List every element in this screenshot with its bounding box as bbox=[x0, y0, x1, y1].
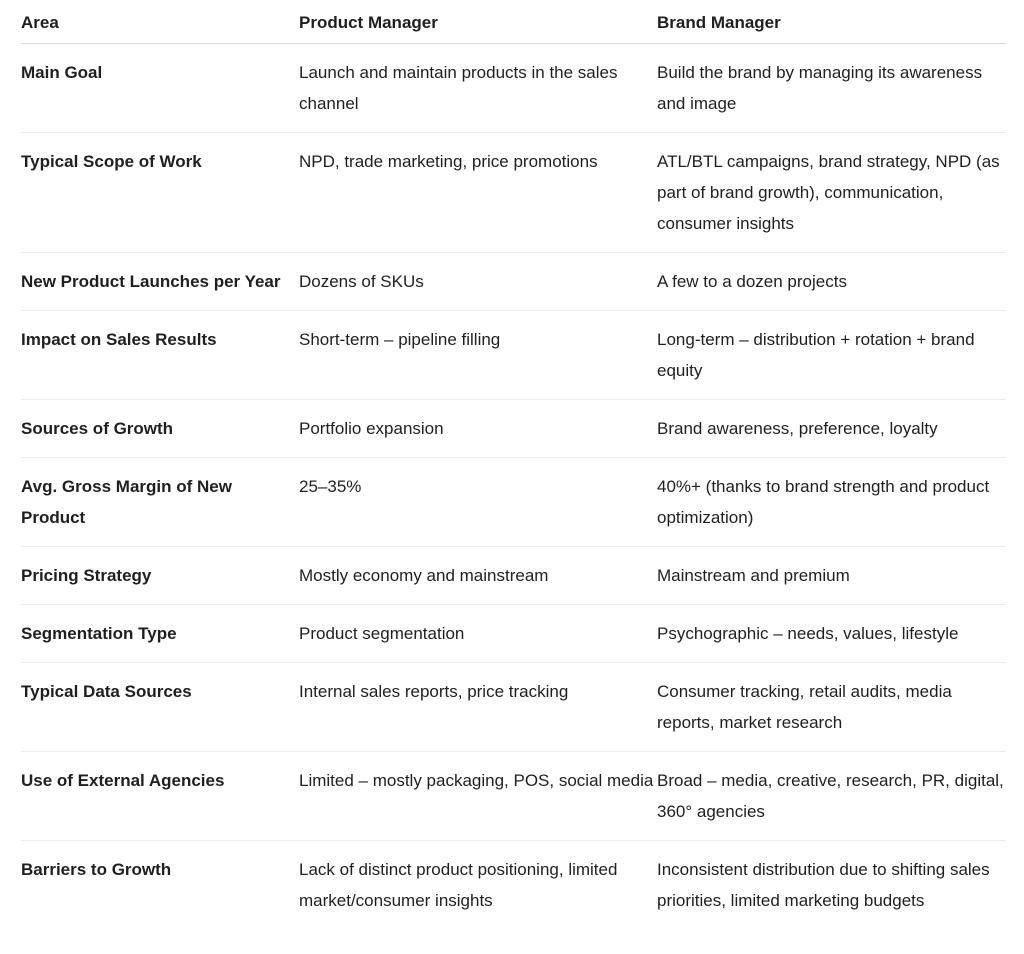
table-row bbox=[21, 252, 1006, 310]
table-row bbox=[21, 662, 1006, 751]
row-product-manager-cell: Lack of distinct product positioning, limited market/consumer insights bbox=[299, 859, 618, 910]
row-brand-manager-cell: Consumer tracking, retail audits, media reports, market research bbox=[657, 662, 1006, 751]
table-row bbox=[21, 546, 1006, 604]
row-product-manager-cell: Internal sales reports, price tracking bbox=[299, 662, 657, 751]
table-row bbox=[21, 399, 1006, 457]
row-brand-manager-cell: ATL/BTL campaigns, brand strategy, NPD (as part of brand growth), communication, consumer insights bbox=[657, 132, 1006, 252]
row-brand-manager-cell: Inconsistent distribution due to shifting sales priorities, limited marketing budgets bbox=[657, 859, 990, 910]
row-brand-manager-cell: 40%+ (thanks to brand strength and product optimization) bbox=[657, 457, 1006, 546]
row-product-manager-cell: Dozens of SKUs bbox=[299, 252, 657, 310]
row-product-manager-cell: Short-term – pipeline filling bbox=[299, 310, 657, 399]
header-brand-manager: Brand Manager bbox=[657, 0, 1006, 43]
row-area-cell: Typical Data Sources bbox=[21, 662, 299, 751]
header-row bbox=[21, 0, 1006, 43]
table-row bbox=[21, 310, 1006, 399]
row-product-manager-cell: NPD, trade marketing, price promotions bbox=[299, 132, 657, 252]
row-product-manager-cell: Launch and maintain products in the sales channel bbox=[299, 43, 657, 132]
row-area-cell: Segmentation Type bbox=[21, 604, 299, 662]
row-area-cell: Sources of Growth bbox=[21, 399, 299, 457]
table-row bbox=[21, 604, 1006, 662]
row-area-cell: Typical Scope of Work bbox=[21, 132, 299, 252]
header-area: Area bbox=[21, 0, 299, 43]
row-brand-manager-cell: Long-term – distribution + rotation + brand equity bbox=[657, 310, 1006, 399]
row-brand-manager-cell: Mainstream and premium bbox=[657, 546, 1006, 604]
table-row bbox=[21, 840, 1006, 929]
row-product-manager-cell: Mostly economy and mainstream bbox=[299, 546, 657, 604]
row-product-manager-cell: Portfolio expansion bbox=[299, 399, 657, 457]
row-area-cell: Avg. Gross Margin of New Product bbox=[21, 457, 299, 546]
row-area-cell: Barriers to Growth bbox=[21, 859, 172, 879]
comparison-table-container bbox=[21, 0, 1006, 929]
table-row bbox=[21, 132, 1006, 252]
row-product-manager-cell: 25–35% bbox=[299, 457, 657, 546]
row-product-manager-cell: Limited – mostly packaging, POS, social media bbox=[299, 751, 657, 840]
row-area-cell: New Product Launches per Year bbox=[21, 252, 299, 310]
table-row bbox=[21, 751, 1006, 840]
row-brand-manager-cell: Build the brand by managing its awareness and image bbox=[657, 43, 1006, 132]
row-brand-manager-cell: Brand awareness, preference, loyalty bbox=[657, 399, 1006, 457]
row-area-cell: Main Goal bbox=[21, 43, 299, 132]
table-row bbox=[21, 457, 1006, 546]
row-area-cell: Impact on Sales Results bbox=[21, 310, 299, 399]
row-brand-manager-cell: A few to a dozen projects bbox=[657, 252, 1006, 310]
table-row bbox=[21, 43, 1006, 132]
row-product-manager-cell: Product segmentation bbox=[299, 604, 657, 662]
row-area-cell: Pricing Strategy bbox=[21, 546, 299, 604]
row-brand-manager-cell: Psychographic – needs, values, lifestyle bbox=[657, 604, 1006, 662]
row-brand-manager-cell: Broad – media, creative, research, PR, digital, 360° agencies bbox=[657, 751, 1006, 840]
header-product-manager: Product Manager bbox=[299, 0, 657, 43]
comparison-table bbox=[21, 0, 1006, 929]
row-area-cell: Use of External Agencies bbox=[21, 751, 299, 840]
